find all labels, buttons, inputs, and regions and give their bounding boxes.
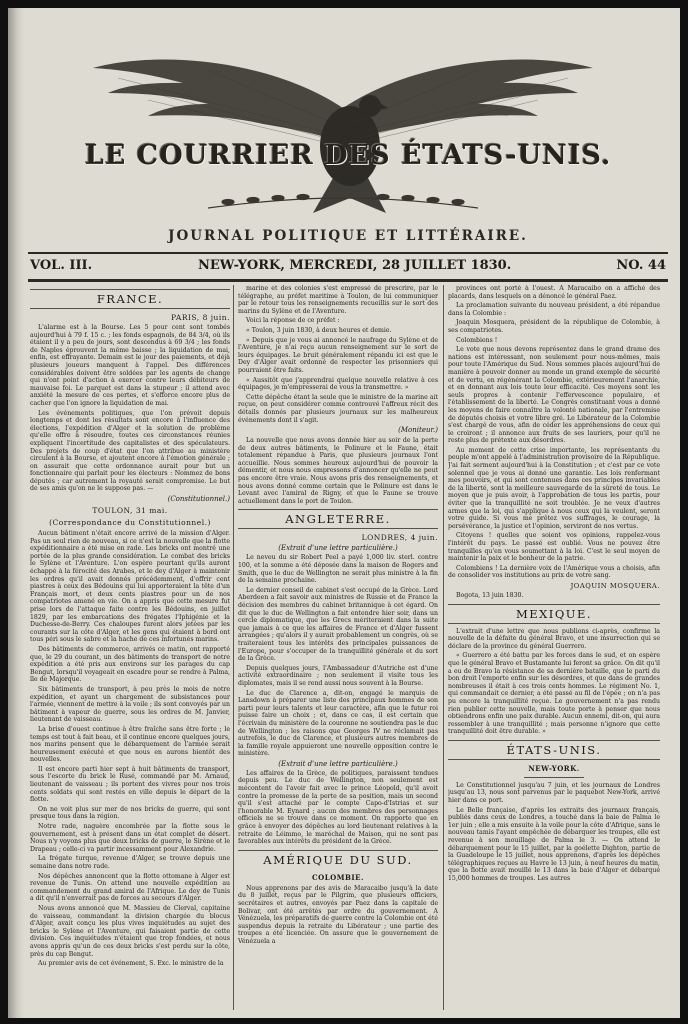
source-line: (Extrait d'une lettre particulière.)	[278, 759, 398, 768]
paragraph: Les affaires de la Grèce, de politiques, paraissent tendues depuis peu. Le duc de Wellington, non seulement est mécontent de l'avoir fait avec le prince Léopold, qu'il avoit contre la promesse de la perte de sa position, mais un second qu'il s'est attaché par le compte Capo-d'Istrias et sur l'honorable M. Eynard ; aucun des membres des personnages officiels ne se trouve dans ce moment. On rapporte que en grâce à envoyer des dépêches au lord lieutenant relatives à la retraite de Léimmo, le maréchal de Maison, qui ne sont pas favorables aux intérêts du président de la Grèce.	[238, 769, 438, 846]
paragraph: Bogota, 13 juin 1830.	[456, 591, 524, 599]
paragraph: L'alarme est à la Bourse. Les 5 pour cent sont tombés aujourd'hui à 79 f. 15 c. ; les fonds espagnols, de 84 3/4, où ils étaient il y a peu de jours, sont descendus à 69 3/4 ; les fonds de Naples éprouvent la même baisse ; la liquidation de mai, enfin, est effrayante. Demain est le jour des paiements, et déjà plusieurs joueurs manquent à l'appel. Des différences considérables doivent être soldées par les agents de change qui n'ont point d'action à exercer contre leurs débiteurs de mauvaise foi. Le parquet est dans la stupeur ; il attend avec anxiété la mesure de ces pertes, et s'efforce encore plus de cacher que l'on ignore la liquidation de mai.	[30, 324, 230, 407]
paragraph: « Aussitôt que j'apprendrai quelque nouvelle relative à ces équipages, je m'empresserai de vous la transmettre. »	[238, 376, 438, 392]
paragraph: Cette dépêche étant la seule que le ministre de la marine ait reçue, on peut considérer comme controuvé l'affreux récit des détails donnés par plusieurs journaux sur les malheureux événements dont il s'agit.	[238, 393, 438, 424]
paragraph: Au premier avis de cet événement, S. Exc. le ministre de la	[38, 960, 224, 968]
section-heading-mexique: MEXIQUE.	[448, 604, 660, 624]
paragraph: Joaquin Mosquera, président de la république de Colombie, à ses compatriotes.	[448, 319, 660, 334]
issue-number: NO. 44	[616, 258, 666, 273]
article-body	[238, 885, 438, 946]
paragraph: Aucun bâtiment n'était encore arrivé de la mission d'Alger. Pas un seul rien de nouveau, si ce n'est la nouvelle que la flotte expéditionnaire a été mise en rade. Les bricks ont montré une portée de la plus grande considération. Le combat des bricks le Sylène et l'Aventure. L'on espère pourtant qu'ils auront échappé à la férocité des Arabes, et le dey d'Alger à maintenir les ordres qu'il avait donnés précédemment, d'offrir cent piastres à ceux des Bédouins qui lui apporteraient la tête d'un Français mort, et deux cents piastres pour un de nos compatriotes amené en vie. On a appris que cette mesure fut prise lors de l'attaque faite contre les Bédouins, en juillet 1829, par les embarcations des frégates l'Iphigénie et la Duchesse-de-Berry. Ces chaloupes furent alors jetées par les courants sur la côte d'Alger, et les gens qui étaient à bord ont tous péri sous le sabre et la hache de ces infortunés marins.	[30, 530, 230, 644]
source-line: (Correspondance du Constitutionnel.)	[49, 518, 211, 528]
paragraph: Notre rade, naguère encombrée par la flotte sous le gouvernement, est à présent dans un état complet de désert. Nous n'y voyons plus que deux bricks de guerre, le Sirène et le Drapeau ; celle-ci va partir incessamment pour Alexandrie.	[30, 823, 230, 853]
volume-label: VOL. III.	[30, 258, 93, 273]
section-heading-etats-unis: ÉTATS-UNIS.	[448, 740, 660, 760]
subheading-colombie: COLOMBIE.	[312, 872, 364, 882]
paragraph: Des bâtiments de commerce, arrivés ce matin, ont rapporté que, le 29 du courant, un des bâtiments de transport de notre expédition a été pris aux environs sur les parages du cap Bengut, lorsqu'il voyageait en escadre pour se rendre à Palma, île de Majorque.	[30, 645, 230, 684]
column-rule	[443, 285, 444, 1010]
paragraph: JOAQUIN MOSQUERA.	[570, 581, 660, 590]
newspaper-page	[8, 8, 680, 1018]
dateline: PARIS, 8 juin.	[171, 313, 230, 322]
section-heading-angleterre: ANGLETERRE.	[238, 509, 438, 529]
paragraph: Colombiens !	[456, 336, 498, 344]
column-3	[448, 285, 660, 1015]
paragraph: La nouvelle que nous avons donnée hier au soir de la perte de deux autres bâtiments, le Polinure et le Faune, était totalement répandue à Paris, que plusieurs journaux l'ont accueillie. Nous sommes heureux aujourd'hui de pouvoir la démentir, et nous nous empressons d'annoncer qu'elle ne peut pas encore être vraie. Nous avons pris des renseignements, et nous avons donné comme certain que le Polinure est dans le Levant avec l'amiral de Rigny, et que le Faune se trouve actuellement dans le port de Toulon.	[238, 437, 438, 505]
paragraph: « Depuis que je vous ai annoncé le naufrage du Sylène et de l'Aventure, je n'ai reçu aucun renseignement sur le sort de leurs équipages. Le bruit généralement répandu ici est que le Dey d'Alger avait ordonné de respecter les prisonniers qui pourraient être faits.	[238, 336, 438, 374]
paragraph: provinces ont porté à l'ouest. A Maracaibo on a affiché des placards, dans lesquels on a dénoncé le général Paez.	[448, 285, 660, 300]
paragraph: L'extrait d'une lettre que nous publions ci-après, confirme la nouvelle de la défaite du général Bravo, et une insurrection qui se déclare de la province du général Guerrero.	[448, 627, 660, 650]
paragraph: Le duc de Clarence a, dit-on, engagé le marquis de Lansdown à préparer une liste des principaux hommes de son parti pour leurs talents et leur caractère, afin que le futur roi puisse faire un choix ; et, dans ce cas, il est certain que l'écrivain du ministère de la couronne ne soutiendra pas le duc de Wellington ; les raisons que Georges IV ne réclamait pas autrefois, le duc de Clarence, et plusieurs autres membres de la famille royale appuieront une nouvelle opposition contre le ministère.	[238, 689, 438, 758]
paragraph: « Toulon, 3 juin 1830, à deux heures et demie.	[246, 326, 392, 334]
paragraph: Citoyens ! quelles que soient vos opinions, rappelez-vous l'intérêt du pays. Le passé est oublié. Vous ne pouvez être tranquilles qu'en vous soumettant à la loi. C'est le seul moyen de maintenir la paix et le bonheur de la patrie.	[448, 532, 660, 563]
article-body	[30, 324, 230, 503]
short-rule	[524, 777, 584, 778]
dateline: LONDRES, 4 juin.	[361, 533, 438, 543]
masthead-rule-top	[28, 252, 668, 254]
masthead-rule-bottom	[28, 279, 668, 282]
dateline: NEW-YORK.	[528, 763, 580, 773]
article-body	[238, 554, 438, 757]
paragraph: Nous apprenons par des avis de Maracaibo jusqu'à la date du 8 juillet, reçus par le Pilgrim, que plusieurs officiers, secrétaires et autres, envoyés par Paez dans la capitale de Bolivar, ont été arrêtés par ordre du gouvernement. A Vénézuela, les préparatifs de guerre contre la Colombie ont été suspendus depuis la retraite du Libérateur ; une partie des troupes a été licenciée. On assure que le gouvernement de Vénézuela a	[238, 884, 438, 945]
article-body	[238, 770, 438, 846]
paragraph: Le dernier conseil de cabinet s'est occupé de la Grèce. Lord Aberdeen a fait savoir aux ministres de Russie et de France la décision des membres du cabinet britannique à cet égard. On dit que le duc de Wellington a fait entendre hier soir, dans un cercle diplomatique, que les Grecs mériteraient dans la suite que jamais à ce que les affaires de France et d'Alger fussent arrangées ; qu'alors il y aurait probablement un congrès, où se traiteraient tous les intérêts des principales puissances de l'Europe, pour s'occuper de la tranquillité générale et du sort de la Grèce.	[238, 586, 438, 663]
source-line: (Extrait d'une lettre particulière.)	[278, 544, 398, 553]
masthead-title: LE COURRIER DES ÉTATS-UNIS.	[84, 140, 612, 171]
paragraph: On ne voit plus sur mer de nos bricks de guerre, qui sont presque tous dans la région.	[30, 805, 230, 821]
paragraph: Les événements politiques, que l'on prévoit depuis longtemps et dont les résultats sont encore à l'influence des élections, l'expédition d'Alger et la solution de problème qu'elle offre à résoudre, toutes ces circonstances réunies expliquent l'incertitude des capitalistes et des spéculateurs. Des projets de coup d'état que l'on attribue au ministère circulent à la Bourse, et ajoutent encore à l'émotion générale ; on assurait que cette ordonnance aurait pour but un fonctionnaire qui parlait pour les électeurs : Nommez de bons députés ; car autrement la royauté serait compromise. Le but de ses amis qu'on ne le suppose pas. —	[30, 409, 230, 493]
issue-bar	[28, 257, 668, 277]
paragraph: La frégate turque, revenue d'Alger, se trouve depuis une semaine dans notre rade.	[30, 855, 230, 870]
paragraph: Au moment de cette crise importante, les représentants du peuple m'ont appelé à l'administration provisoire de la République. J'ai fait serment aujourd'hui à la Constitution ; et c'est par ce vote solennel que je vous ai donné une garantie. Les lois renfermant mes pouvoirs, et qui sont contenues dans ces principes invariables de la liberté, sont la meilleure sauvegarde de la sûreté de tous. Le moyen que je puis avoir, à l'approbation de tous les partis, pour éviter que la tranquillité ne soit troublée. Je ne veux d'autres armes que la loi, qui s'applique à nous ceux qui la veulent, seront votre guide. Si vous me prêtez vos suffrages, le courage, la persévérance, la justice et l'opinion, serviront de nos vertus.	[448, 446, 660, 530]
masthead-subtitle: JOURNAL POLITIQUE ET LITTÉRAIRE.	[168, 228, 528, 244]
article-body	[448, 285, 660, 600]
dateline: TOULON, 31 mai.	[92, 506, 168, 516]
paragraph: Six bâtiments de transport, à peu près le mois de notre expédition, et ayant un chargement de subsistances pour l'armée, viennent de mettre à la voile ; ils sont convoyés par un bâtiment à vapeur de guerre, sous les ordres de M. Janvier, lieutenant de vaisseau.	[30, 685, 230, 724]
paragraph: Nous avons annoncé que M. Massieu de Clerval, capitaine de vaisseau, commandant la division chargée du blocus d'Alger, avait conçu les plus vives inquiétudes au sujet des bricks le Sylène et l'Aventure, qui faisaient partie de cette division. Ces inquiétudes n'étaient que trop fondées, et nous avons appris qu'un de ces deux bricks s'est perdu sur la côte, près du cap Bengut.	[30, 904, 230, 958]
column-2	[238, 285, 438, 1015]
paragraph: marine et des colonies s'est empressé de prescrire, par le télégraphe, au préfet maritime à Toulon, de lui communiquer par le retour tous les renseignements recueillis sur le sort des marins du Sylène et de l'Aventure.	[238, 285, 438, 315]
paragraph: Le Belle française, d'après les extraits des journaux français, publiés dans ceux de Londres, a touché dans la baie de Palma le 1er juin ; elle a mis ensuite à la voile pour la côte d'Afrique, sans le nouveau tamis l'ayant empêchée de débarquer les troupes, elle est revenue à son mouillage de Palma le 3. — On attend le débarquement pour le 15 juillet, par la goélette Dighton, partie de la Guadeloupe le 15 juillet, nous apprenons, d'après les dépêches télégraphiques reçues au Havre le 13 juin, à neuf heures du matin, que la flotte avait mouillé le 13 dans la baie d'Alger et débarqué 15,000 hommes de troupes. Les autres	[448, 806, 660, 882]
paragraph: Le Constitutionnel jusqu'au 7 juin, et les journaux de Londres jusqu'au 13, nous sont parvenus par le paquebot New-York, arrivé hier dans ce port.	[448, 781, 660, 805]
paragraph: Depuis quelques jours, l'Ambassadeur d'Autriche est d'une activité extraordinaire ; non seulement il visite tous les diplomates, mais il se rend aussi nous souvent à la Bourse.	[238, 664, 438, 687]
paragraph: La brise d'ouest continue à être fraîche sans être forte ; le temps est tout à fait beau, et il continue encore quelques jours, nos marins pensent que le débarquement de l'armée serait heureusement exécuté et que nous en aurons bientôt des nouvelles.	[30, 725, 230, 764]
paragraph: (Constitutionnel.)	[167, 495, 230, 504]
paragraph: Voici la réponse de ce préfet :	[246, 317, 340, 325]
section-heading-france: FRANCE.	[30, 289, 230, 309]
paragraph: Il est encore parti hier sept à huit bâtiments de transport, sous l'escorte du brick le Rusé, commandé par M. Arnaud, lieutenant de vaisseau ; ils portent des vivres pour nos trois cents soldats qui sont restés en ville depuis le départ de la flotte.	[30, 765, 230, 804]
article-body	[448, 782, 660, 883]
article-body	[448, 628, 660, 736]
article-body	[30, 530, 230, 968]
section-heading-amerique: AMÉRIQUE DU SUD.	[238, 850, 438, 869]
paragraph: Colombiens ! La dernière voix de l'Amérique vous a choisis, afin de consolider vos institutions au prix de votre sang.	[448, 564, 660, 580]
eagle-engraving	[88, 38, 598, 218]
paragraph: (Moniteur.)	[398, 426, 438, 435]
paragraph: Le neveu du sir Robert Peel a payé 1,000 liv. sterl. contre 100, et la somme a été déposée dans la maison de Rogers and Smith, que le duc de Wellington ne serait plus ministre à la fin de la semaine prochaine.	[238, 554, 438, 585]
article-body	[238, 285, 438, 505]
issue-dateline: NEW-YORK, MERCREDI, 28 JUILLET 1830.	[198, 258, 512, 273]
binding-gutter	[8, 8, 24, 1018]
column-1	[30, 285, 230, 1015]
paragraph: « Guerrero a été battu par les forces dans le sud, et on espère que le général Bravo et Bustamante lui feront sa grâce. On dit qu'il a eu de Bravo la résistance de sa dernière bataille, que le parti du bon droit l'emporte enfin sur les désordres, et que dans de grandes nombreuses il était à ces trois cents hommes. Le régiment No. 1, qui commandait ce dernier, a été passé au fil de l'épée ; on n'a pas pu encore la tranquillité reçue. Le gouvernement n'a pas rendu rien publier cette nouvelle, mais toute porte à penser que nous obtiendrons enfin une paix durable. Aucun ennemi, dit-on, qui aura ressembler à une tranquillité ; mais personne n'ignore que cette tranquillité doit être durable. »	[448, 652, 660, 736]
paragraph: Nos dépêches annoncent que la flotte ottomane à Alger est revenue de Tunis. On attend une nouvelle expédition au commandement du grand amiral de l'Afrique. Le dey de Tunis a dit qu'il n'enverrait pas de forces au secours d'Alger.	[30, 872, 230, 903]
column-rule	[233, 285, 234, 1010]
paragraph: La proclamation suivante du nouveau président, a été répandue dans la Colombie :	[448, 302, 660, 317]
paragraph: Le vote que nous devons représentez dans le grand drame des nations est intéressant, non seulement pour nous-mêmes, mais pour toute l'Amérique du Sud. Nous sommes placés aujourd'hui de manière à pouvoir donner au monde un grand exemple de sécurité et de vertu, en régénérant la Colombie, extérieurement l'anarchie, et en donnant aux lois toute leur efficacité. Ces moyens sont les seuls propres à contenir l'effervescence populaire, et l'établissement de la liberté. Le Congrès constituant vous a donné les moyens de faire connaître la volonté nationale, par l'entremise de députés choisis et votre libre gré. Le Libérateur de la Colombie s'est chargé de vous, afin de céder les appréhensions de ceux qui le croiront ; il annonce aux fruits de ses lauriers, pour qu'il ne reste plus de prétexte aux désordres.	[448, 346, 660, 445]
